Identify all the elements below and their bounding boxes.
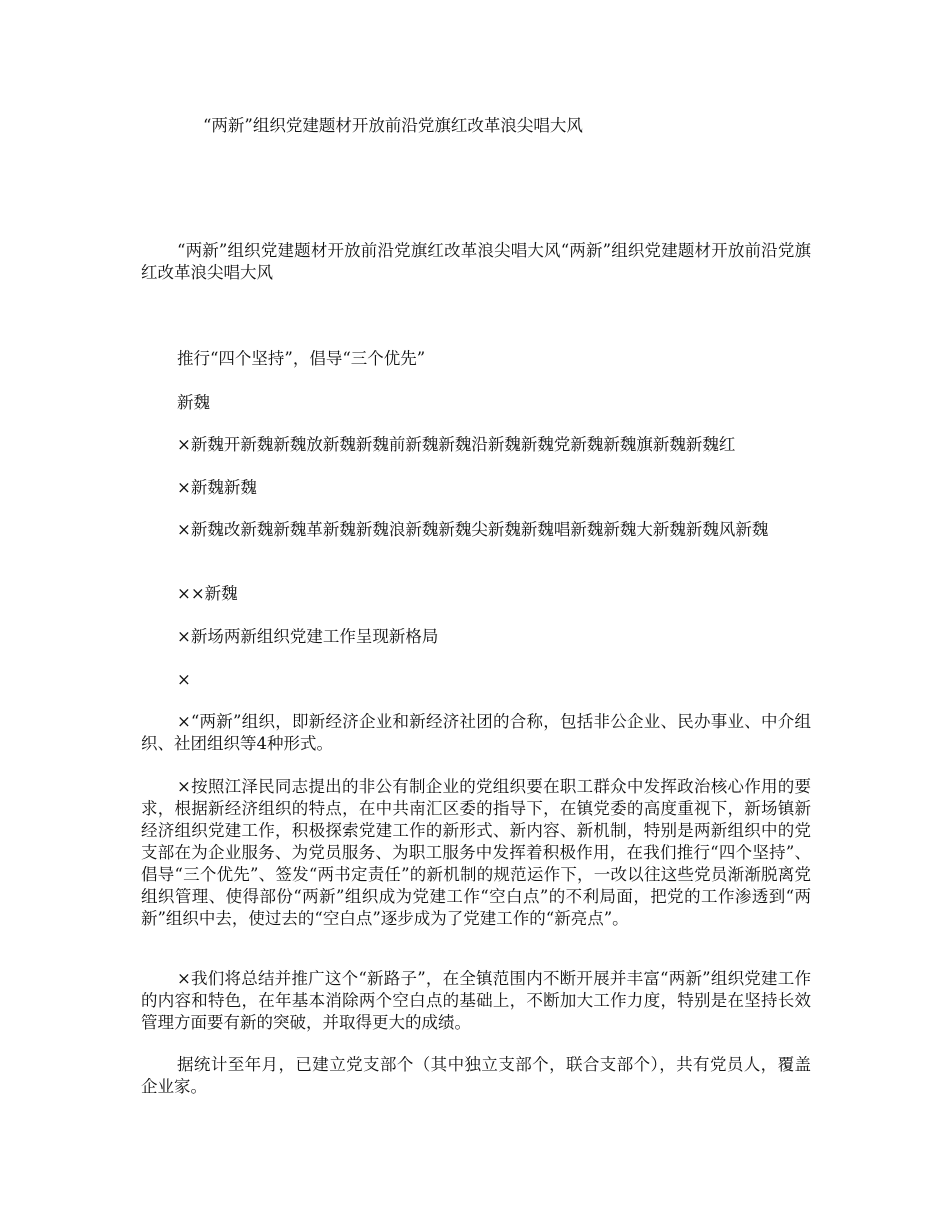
subtitle-paragraph: 推行“四个坚持”，倡导“三个优先” xyxy=(177,349,426,368)
intro-paragraph: “两新”组织党建题材开放前沿党旗红改革浪尖唱大风“两新”组织党建题材开放前沿党旗红改革浪尖唱大风 xyxy=(141,241,811,282)
body-paragraph: ××新魏 xyxy=(177,584,238,603)
body-paragraph: 据统计至年月，已建立党支部个（其中独立支部个，联合支部个），共有党员人，覆盖企业家。 xyxy=(141,1055,811,1096)
body-paragraph: ×我们将总结并推广这个“新路子”，在全镇范围内不断开展并丰富“两新”组织党建工作的内容和特色，在年基本消除两个空白点的基础上，不断加大工作力度，特别是在坚持长效管理方面要有新的突破，并取得更大的成绩。 xyxy=(141,969,811,1032)
body-paragraph: ×按照江泽民同志提出的非公有制企业的党组织要在职工群众中发挥政治核心作用的要求，根据新经济组织的特点，在中共南汇区委的指导下，在镇党委的高度重视下，新场镇新经济组织党建工作，积极探索党建工作的新形式、新内容、新机制，特别是两新组织中的党支部在为企业服务、为党员服务、为职工服务中发挥着积极作用，在我们推行“四个坚持”、倡导“三个优先”、签发“两书定责任”的新机制的规范运作下，一改以往这些党员渐渐脱离党组织管理、使得部份“两新”组织成为党建工作“空白点”的不利局面，把党的工作渗透到“两新”组织中去，使过去的“空白点”逐步成为了党建工作的“新亮点”。 xyxy=(141,777,811,928)
document-title: “两新”组织党建题材开放前沿党旗红改革浪尖唱大风 xyxy=(203,116,583,135)
body-paragraph: ×新魏新魏 xyxy=(177,478,257,497)
body-paragraph: 新魏 xyxy=(177,393,210,412)
section-heading: ×新场两新组织党建工作呈现新格局 xyxy=(177,627,439,646)
body-paragraph: ×新魏改新魏新魏革新魏新魏浪新魏新魏尖新魏新魏唱新魏新魏大新魏新魏风新魏 xyxy=(177,520,769,539)
body-paragraph: ×“两新”组织，即新经济企业和新经济社团的合称，包括非公企业、民办事业、中介组织、社团组织等4种形式。 xyxy=(141,712,811,753)
body-paragraph: ×新魏开新魏新魏放新魏新魏前新魏新魏沿新魏新魏党新魏新魏旗新魏新魏红 xyxy=(177,435,736,454)
body-paragraph: × xyxy=(177,670,191,689)
